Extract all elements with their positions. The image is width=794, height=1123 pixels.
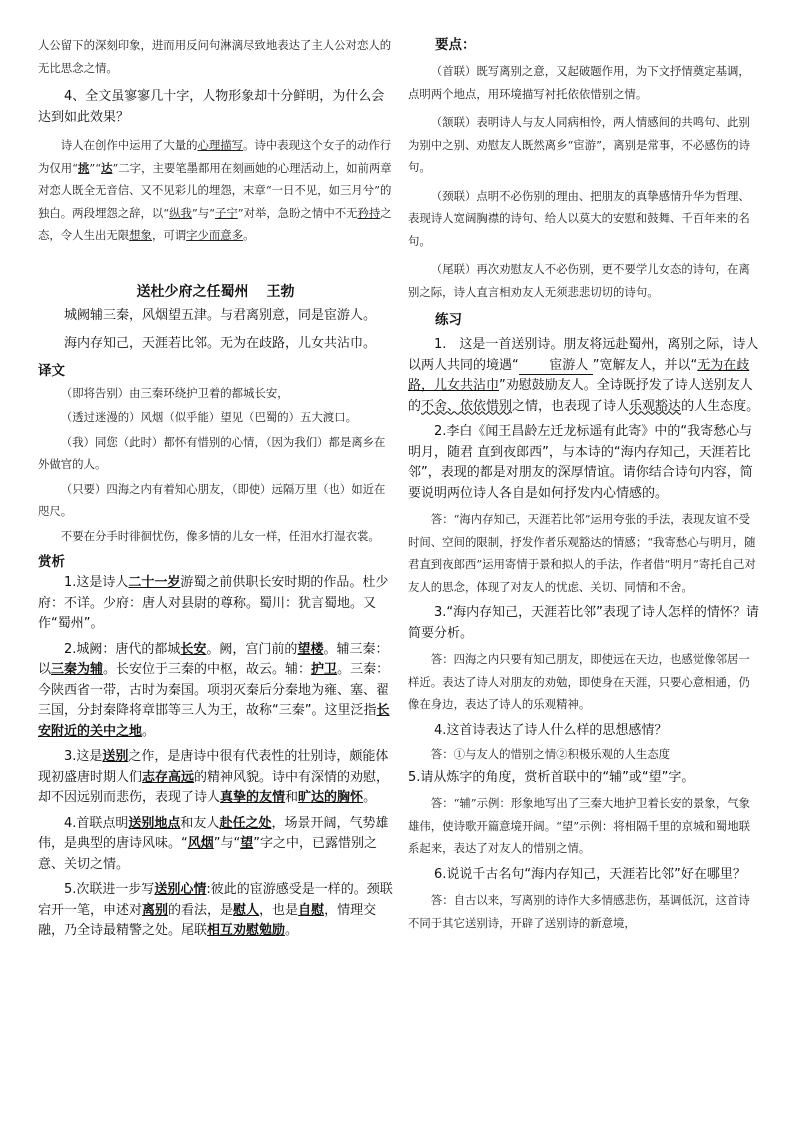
practice-3: 3.“海内存知己，天涯若比邻”表现了诗人怎样的情怀？请简要分析。 xyxy=(408,605,759,641)
practice-2: 2.李白《闻王昌龄左迁龙标遥有此寄》中的“我寄愁心与明月，随君 直到夜郎西”，与本诗的“海内存知己，天涯若比邻”，表现的都是对朋友的深厚情谊。请你结合诗句内容，简要说明两位诗人各自是如何抒发内心情感的。 xyxy=(408,424,753,501)
appreciation-5: 5.次联进一步写送别心情:彼此的宦游感受是一样的。颈联宕开一笔，申述对离别的看法，是慰人，也是自慰，情理交融，乃全诗最精警之处。尾联相互劝慰勉励。 xyxy=(38,882,393,938)
practice-2-answer: 答：“海内存知己，天涯若比邻”运用夸张的手法，表现友谊不受时间、空间的限制，抒发作者乐观豁达的情感；“我寄愁心与明月，随君直到夜郎西”运用寄情于景和拟人的手法，作者借“明月”寄托自己对友人的思念，体现了对友人的忧虑、关切、同情和不舍。 xyxy=(408,512,756,594)
poem-line-1: 城阙辅三秦，风烟望五津。与君离别意，同是宦游人。 xyxy=(64,307,377,323)
practice-3-answer: 答：四海之内只要有知己朋友，即使远在天边，也感觉像邻居一样近。表达了诗人对朋友的劝勉，即使身在天涯，只要心意相通，仍像在身边，表达了诗人的乐观精神。 xyxy=(408,652,750,711)
key-points-heading: 要点： xyxy=(435,37,476,53)
appreciation-heading: 赏析 xyxy=(38,554,65,570)
question-4-answer: 诗人在创作中运用了大量的心理描写。诗中表现这个女子的动作行为仅用“挑”“达”二字，主要笔墨都用在刻画她的心理活动上，如前两章对恋人既全无音信、又不见彩儿的埋怨，末章“一日不见，如三月兮”的独白。两段埋怨之辞，以“纵我”与“子宁”对举，急盼之情中不无矜持之态，令人生出无限想象，可谓字少而意多。 xyxy=(38,138,392,242)
translation-line-2: （透过迷漫的）风烟（似乎能）望见（巴蜀的）五大渡口。 xyxy=(60,410,357,424)
practice-4: 4.这首诗表达了诗人什么样的思想感情？ xyxy=(434,722,668,738)
key-point-2: （颔联）表明诗人与友人同病相怜，两人情感间的共鸣句、此别为别中之别、劝慰友人既然离乡“宦游”，离别是常事，不必感伤的诗句。 xyxy=(408,115,750,174)
translation-line-1: （即将告别）由三秦环绕护卫着的都城长安， xyxy=(60,385,289,400)
appreciation-2: 2.城阙：唐代的都城长安。阙，宫门前的望楼。辅三秦：以三秦为辅。长安位于三秦的中枢，故云。辅：护卫。三秦：今陕西省一带，古时为秦国。项羽灭秦后分秦地为雍、塞、翟三国，分封秦降将章邯等三人为王，故称“三秦”。这里泛指长安附近的关中之地。 xyxy=(38,641,390,739)
previous-answer-text: 人公留下的深刻印象，进而用反问句淋漓尽致地表达了主人公对恋人的无比思念之情。 xyxy=(38,38,392,75)
practice-heading: 练习 xyxy=(435,312,462,328)
right-column xyxy=(408,34,760,934)
translation-line-4: （只要）四海之内有着知心朋友，（即使）远隔万里（也）如近在咫尺。 xyxy=(38,481,386,518)
appreciation-3: 3.这是送别之作，是唐诗中很有代表性的壮别诗，颇能体现初盛唐时期人们志存高远的精神风貌。诗中有深情的劝慰，却不因远别而悲伤，表现了诗人真挚的友情和旷达的胸怀。 xyxy=(38,749,390,805)
translation-line-3: （我）同您（此时）都怀有惜别的心情，（因为我们）都是离乡在外做官的人。 xyxy=(38,434,386,471)
appreciation-1: 1.这是诗人二十一岁游蜀之前供职长安时期的作品。杜少府：不详。少府：唐人对县尉的尊称。蜀川：犹言蜀地。又作“蜀州”。 xyxy=(38,575,389,631)
key-point-1: （首联）既写离别之意，又起破题作用，为下文抒情奠定基调，点明两个地点，用环境描写衬托依依惜别之情。 xyxy=(408,64,750,101)
practice-6-answer: 答：自古以来，写离别的诗作大多情感悲伤，基调低沉，这首诗不同于其它送别诗，开辟了送别诗的新意境， xyxy=(408,893,750,930)
practice-4-answer: 答：①与友人的惜别之情②积极乐观的人生态度 xyxy=(430,747,671,761)
translation-line-5: 不要在分手时徘徊忧伤，像多情的儿女一样，任泪水打湿衣裳。 xyxy=(60,528,380,543)
key-point-3: （颈联）点明不必伤别的理由、把朋友的真挚感情升华为哲理、表现诗人宽阔胸襟的诗句、给人以莫大的安慰和鼓舞、千百年来的名句。 xyxy=(408,188,750,248)
translation-heading: 译文 xyxy=(38,362,65,379)
practice-5: 5.请从炼字的角度，赏析首联中的“辅”或“望”字。 xyxy=(408,769,695,785)
poem-line-2: 海内存知己，天涯若比邻。无为在歧路，儿女共沾巾。 xyxy=(64,336,377,351)
poem-title-line xyxy=(38,281,393,301)
left-column xyxy=(38,34,393,942)
appreciation-4: 4.首联点明送别地点和友人赴任之处，场景开阔，气势雄伟，是典型的唐诗风味。“风烟”与“望”字之中，已露惜别之意、关切之情。 xyxy=(38,815,389,872)
question-4: 4、全文虽寥寥几十字，人物形象却十分鲜明，为什么会达到如此效果？ xyxy=(38,89,385,125)
practice-5-answer: 答：“辅”示例：形象地写出了三秦大地护卫着长安的景象，气象雄伟，使诗歌开篇意境开阔。“望”示例：将相隔千里的京城和蜀地联系起来，表达了对友人的惜别之情。 xyxy=(408,796,750,855)
practice-6: 6.说说千古名句“海内存知己，天涯若比邻”好在哪里？ xyxy=(434,866,746,882)
answer-blank: 宦游人 xyxy=(519,357,593,375)
key-point-4: （尾联）再次劝慰友人不必伤别，更不要学儿女态的诗句，在离别之际，诗人直言相劝友人无须悲悲切切的诗句。 xyxy=(408,262,750,299)
poem-author: 王勃 xyxy=(266,283,295,300)
practice-1: 1. 这是一首送别诗。朋友将远赴蜀州，离别之际，诗人以两人共同的境遇“ 宦游人 ”宽解友人，并以“无为在歧路，儿女共沾巾”劝慰鼓励友人。全诗既抒发了诗人送别友人的不舍、依依惜别之情，也表现了诗人乐观豁达的人生态度。 xyxy=(408,337,760,414)
poem-title: 送杜少府之任蜀州 xyxy=(136,283,249,300)
